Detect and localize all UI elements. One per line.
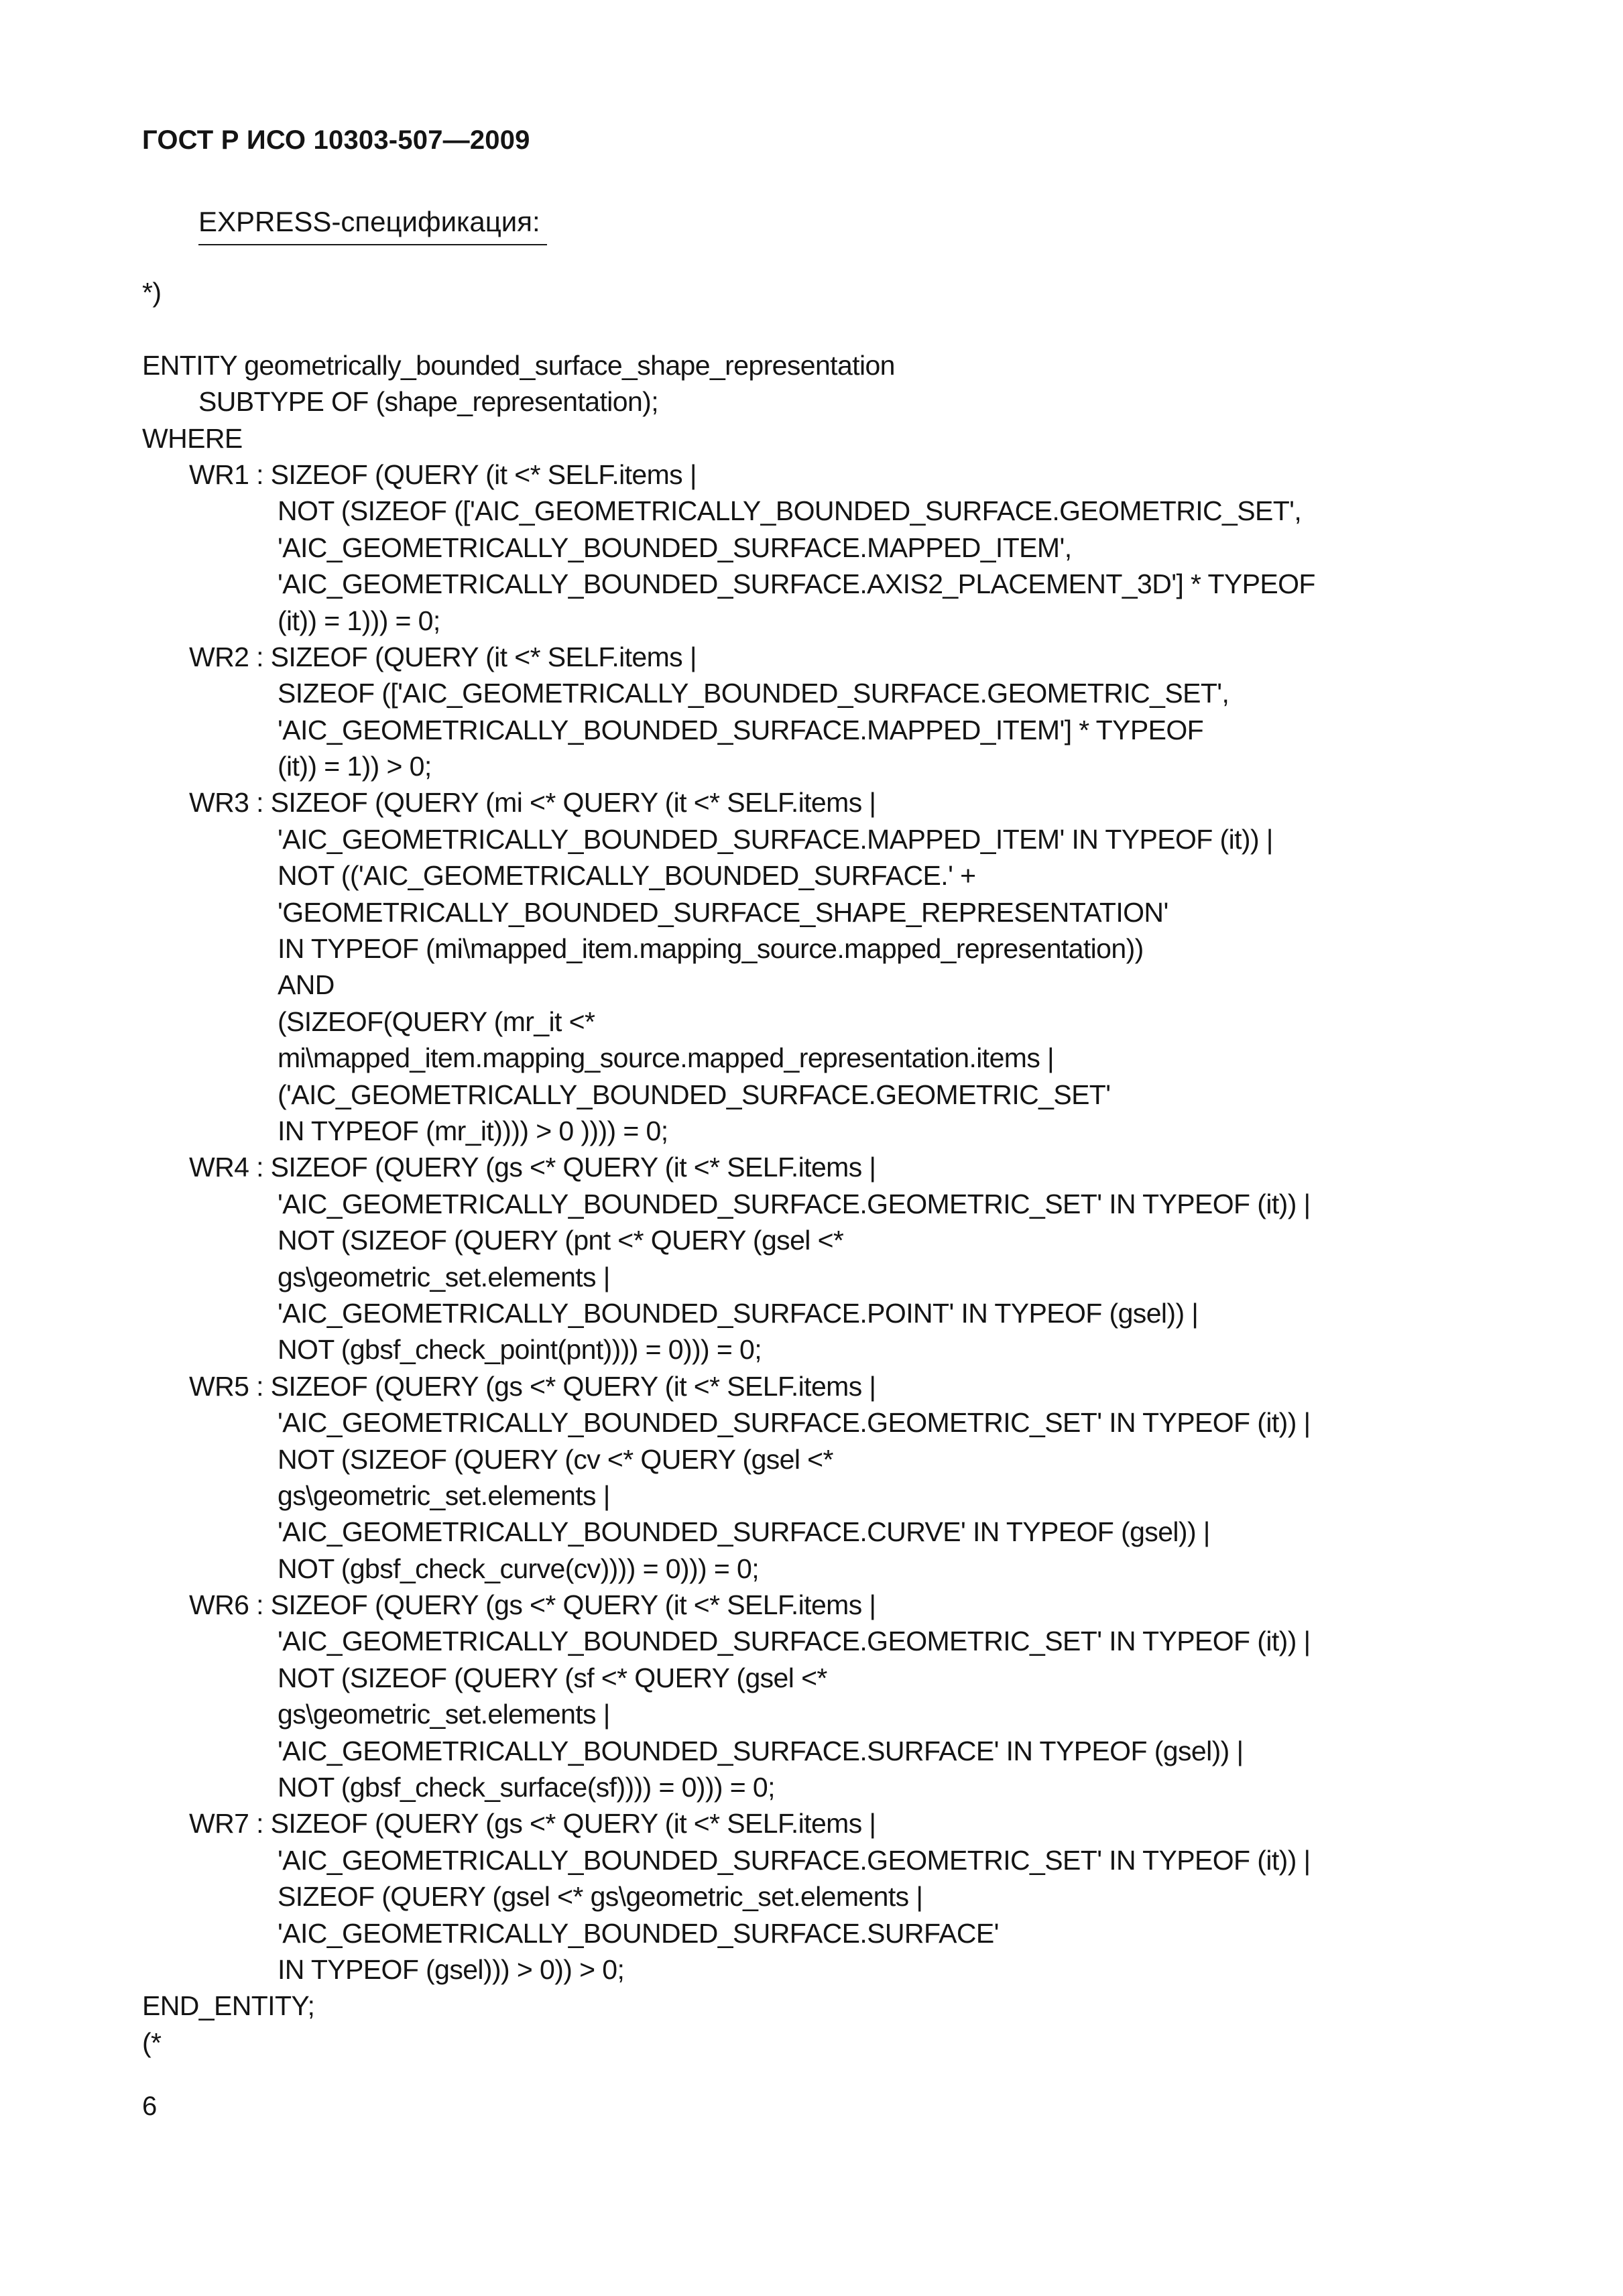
code-line: NOT (('AIC_GEOMETRICALLY_BOUNDED_SURFACE.' + [278, 860, 976, 892]
code-line: gs\geometric_set.elements | [278, 1479, 610, 1511]
code-line: NOT (SIZEOF (QUERY (pnt <* QUERY (gsel <* [278, 1225, 844, 1256]
code-line: ENTITY geometrically_bounded_surface_shape_representation [142, 349, 895, 381]
code-line: WR1 : SIZEOF (QUERY (it <* SELF.items | [189, 459, 697, 490]
code-line: WR6 : SIZEOF (QUERY (gs <* QUERY (it <* SELF.items | [189, 1589, 876, 1621]
code-line: AND [278, 969, 335, 1001]
code-line: WHERE [142, 422, 243, 454]
code-line: 'AIC_GEOMETRICALLY_BOUNDED_SURFACE.GEOMETRIC_SET' IN TYPEOF (it)) | [278, 1407, 1311, 1439]
code-line: 'AIC_GEOMETRICALLY_BOUNDED_SURFACE.MAPPED_ITEM' IN TYPEOF (it)) | [278, 823, 1273, 855]
code-line: (it)) = 1)) > 0; [278, 751, 432, 782]
code-line: 'AIC_GEOMETRICALLY_BOUNDED_SURFACE.AXIS2_PLACEMENT_3D'] * TYPEOF [278, 568, 1315, 600]
code-line: gs\geometric_set.elements | [278, 1699, 610, 1730]
code-line: NOT (gbsf_check_curve(cv)))) = 0))) = 0; [278, 1553, 759, 1584]
code-line: (it)) = 1))) = 0; [278, 605, 440, 636]
code-line: 'AIC_GEOMETRICALLY_BOUNDED_SURFACE.GEOMETRIC_SET' IN TYPEOF (it)) | [278, 1626, 1311, 1657]
code-line: IN TYPEOF (mi\mapped_item.mapping_source.mapped_representation)) [278, 933, 1144, 965]
express-code-block [142, 274, 1510, 2061]
code-line: *) [142, 277, 162, 308]
code-line: 'AIC_GEOMETRICALLY_BOUNDED_SURFACE.GEOMETRIC_SET' IN TYPEOF (it)) | [278, 1188, 1311, 1219]
page-number: 6 [142, 2092, 158, 2121]
code-line: NOT (gbsf_check_surface(sf)))) = 0))) = 0; [278, 1772, 775, 1803]
code-line: 'GEOMETRICALLY_BOUNDED_SURFACE_SHAPE_REPRESENTATION' [278, 896, 1168, 928]
section-underline [198, 244, 547, 245]
code-line: NOT (gbsf_check_point(pnt)))) = 0))) = 0; [278, 1334, 762, 1366]
code-line [142, 310, 1510, 347]
code-line: gs\geometric_set.elements | [278, 1261, 610, 1292]
code-line: (* [142, 2027, 162, 2058]
code-line: 'AIC_GEOMETRICALLY_BOUNDED_SURFACE.GEOMETRIC_SET' IN TYPEOF (it)) | [278, 1844, 1311, 1876]
code-line: 'AIC_GEOMETRICALLY_BOUNDED_SURFACE.MAPPED_ITEM'] * TYPEOF [278, 714, 1204, 745]
code-line: SIZEOF (QUERY (gsel <* gs\geometric_set.elements | [278, 1881, 923, 1913]
code-line: IN TYPEOF (mr_it)))) > 0 )))) = 0; [278, 1115, 668, 1146]
code-line: 'AIC_GEOMETRICALLY_BOUNDED_SURFACE.MAPPED_ITEM', [278, 532, 1072, 563]
code-line: NOT (SIZEOF (['AIC_GEOMETRICALLY_BOUNDED_SURFACE.GEOMETRIC_SET', [278, 495, 1302, 527]
code-line: SIZEOF (['AIC_GEOMETRICALLY_BOUNDED_SURFACE.GEOMETRIC_SET', [278, 678, 1229, 709]
standard-header: ГОСТ Р ИСО 10303-507—2009 [142, 125, 530, 155]
code-line: ('AIC_GEOMETRICALLY_BOUNDED_SURFACE.GEOMETRIC_SET' [278, 1079, 1111, 1110]
code-line: NOT (SIZEOF (QUERY (sf <* QUERY (gsel <* [278, 1662, 827, 1693]
code-line: WR3 : SIZEOF (QUERY (mi <* QUERY (it <* SELF.items | [189, 787, 876, 819]
code-line: SUBTYPE OF (shape_representation); [198, 386, 659, 418]
code-line: WR2 : SIZEOF (QUERY (it <* SELF.items | [189, 641, 697, 672]
code-line: WR7 : SIZEOF (QUERY (gs <* QUERY (it <* SELF.items | [189, 1808, 876, 1839]
code-line: NOT (SIZEOF (QUERY (cv <* QUERY (gsel <* [278, 1443, 833, 1475]
code-line: WR4 : SIZEOF (QUERY (gs <* QUERY (it <* SELF.items | [189, 1152, 876, 1183]
code-line: (SIZEOF(QUERY (mr_it <* [278, 1006, 595, 1037]
code-line: 'AIC_GEOMETRICALLY_BOUNDED_SURFACE.POINT' IN TYPEOF (gsel)) | [278, 1297, 1199, 1329]
code-line: IN TYPEOF (gsel))) > 0)) > 0; [278, 1953, 625, 1985]
code-line: WR5 : SIZEOF (QUERY (gs <* QUERY (it <* SELF.items | [189, 1370, 876, 1402]
code-line: 'AIC_GEOMETRICALLY_BOUNDED_SURFACE.SURFACE' [278, 1917, 999, 1949]
code-line: END_ENTITY; [142, 1990, 315, 2022]
section-label: EXPRESS-спецификация: [198, 206, 540, 237]
code-line: 'AIC_GEOMETRICALLY_BOUNDED_SURFACE.SURFACE' IN TYPEOF (gsel)) | [278, 1735, 1244, 1766]
code-line: mi\mapped_item.mapping_source.mapped_representation.items | [278, 1042, 1055, 1074]
code-line: 'AIC_GEOMETRICALLY_BOUNDED_SURFACE.CURVE' IN TYPEOF (gsel)) | [278, 1516, 1210, 1548]
